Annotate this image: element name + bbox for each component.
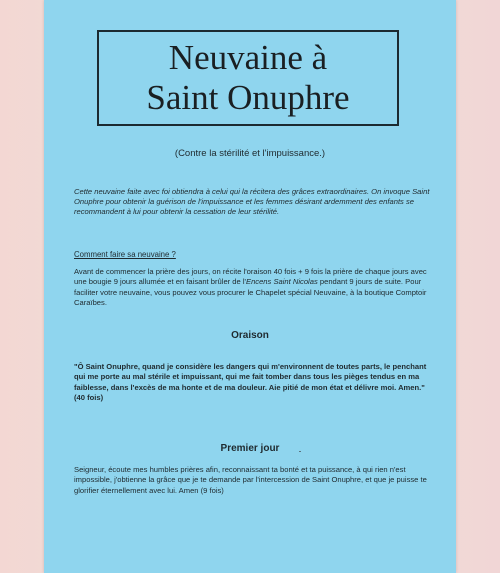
howto-text-italic: Encens Saint Nicolas [246, 277, 318, 287]
title-box [97, 30, 399, 126]
document-page [44, 0, 456, 573]
howto-text-after: pendant 9 jours de suite. Pour faciliter votre neuvaine, vous pouvez vous procurer le Chapelet spécial Neuvaine, à la boutique Comptoir Caraïbes. [74, 277, 427, 308]
premier-jour-heading: Premier jour [220, 443, 280, 454]
title-line-1: Neuvaine à [168, 38, 328, 77]
premier-jour-paragraph: Seigneur, écoute mes humbles prières afin, reconnaissant ta bonté et ta puissance, à qui rien n'est impossible, j'obtienne la grâce que je te demande par l'intercession de Saint Onuphre, et que je puisse te glorifier éternellement avec lui. Amen (9 fois) [74, 465, 427, 495]
howto-paragraph [74, 267, 430, 309]
intro-paragraph: Cette neuvaine faite avec foi obtiendra à celui qui la récitera des grâces extraordinaires. On invoque Saint Onuphre pour obtenir la guérison de l'impuissance et les femmes désirant ardemment des enfants se recommandent à lui pour obtenir la cessation de leur stérilité. [74, 187, 430, 217]
subtitle: (Contre la stérilité et l'impuissance.) [174, 148, 326, 159]
title-line-2: Saint Onuphre [146, 78, 350, 117]
oraison-paragraph: "Ô Saint Onuphre, quand je considère les dangers qui m'environnent de toutes parts, le penchant qui me porte au mal stérile et impuissant, qui me fait tomber dans tous les pièges tendus en ma faiblesse, dans l'excès de ma honte et de ma douleur. Aie pitié de mon état et délivre moi. Amen." (40 fois) [74, 362, 427, 403]
oraison-heading: Oraison [231, 330, 269, 341]
print-speck [299, 451, 301, 452]
howto-text-before: Avant de commencer la prière des jours, on récite l'oraison 40 fois + 9 fois la prière de chaque jours avec une bougie 9 jours allumée et en faisant brûler de l' [74, 267, 427, 287]
howto-heading: Comment faire sa neuvaine ? [74, 250, 176, 259]
